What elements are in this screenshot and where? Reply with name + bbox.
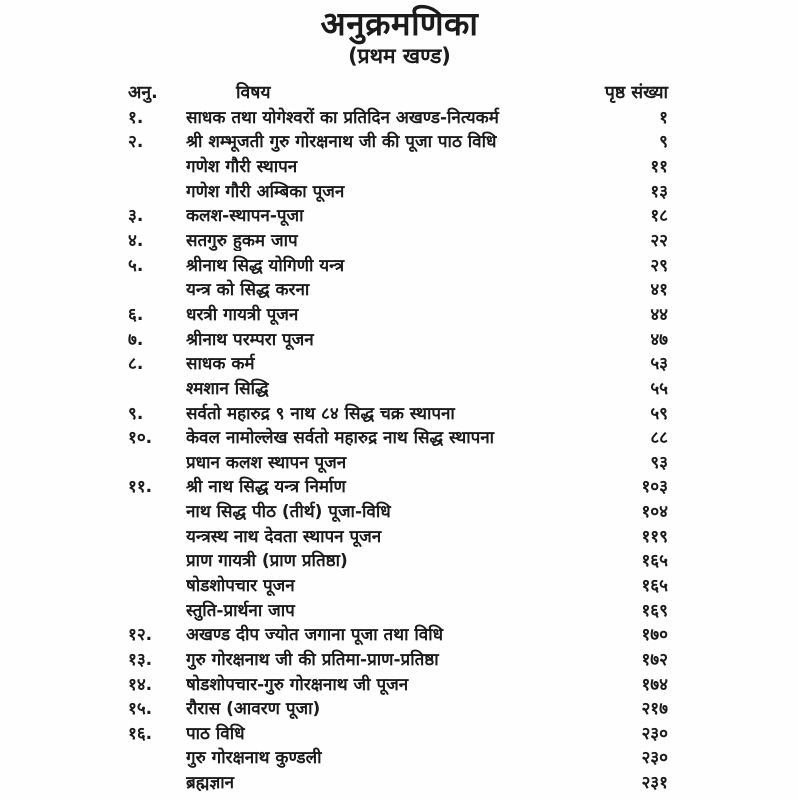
toc-row	[128, 129, 668, 154]
toc-row	[128, 104, 668, 129]
toc-page-number: १०४	[641, 502, 668, 523]
toc-page-number: १६९	[641, 600, 668, 621]
toc-row	[128, 548, 668, 573]
toc-serial: १३.	[128, 649, 153, 670]
toc-page-number: २९	[650, 255, 668, 276]
page-subtitle: (प्रथम खण्ड)	[348, 44, 451, 69]
toc-row	[128, 474, 668, 499]
toc-row	[128, 498, 668, 523]
toc-page-number: १०३	[641, 477, 668, 498]
toc-page-number: २३०	[641, 723, 668, 744]
toc-subject: षोडशोपचार पूजन	[186, 575, 295, 596]
toc-serial: ३.	[128, 206, 144, 227]
toc-page-number: ११९	[641, 526, 668, 547]
toc-row	[128, 769, 668, 794]
toc-serial: १२.	[128, 625, 153, 646]
toc-serial: ६.	[128, 304, 144, 325]
toc-serial: १४.	[128, 674, 153, 695]
toc-table	[128, 79, 668, 794]
toc-page-number: १	[659, 107, 668, 128]
toc-page-number: ४७	[650, 329, 668, 350]
toc-page-number: ११	[650, 157, 668, 178]
toc-page-number: १७०	[641, 625, 668, 646]
toc-subject: धरत्री गायत्री पूजन	[186, 304, 299, 325]
toc-subject: श्रीनाथ सिद्ध योगिणी यन्त्र	[186, 255, 345, 276]
toc-row	[128, 695, 668, 720]
toc-subject: स्तुति-प्रार्थना जाप	[186, 600, 295, 621]
toc-subject: पाठ विधि	[186, 723, 245, 744]
toc-row	[128, 597, 668, 622]
toc-page-number: ८८	[650, 428, 668, 449]
toc-row	[128, 449, 668, 474]
toc-row	[128, 252, 668, 277]
toc-subject: ब्रह्मज्ञान	[186, 773, 235, 794]
toc-page-number: १३	[650, 181, 668, 202]
toc-serial: ११.	[128, 477, 153, 498]
toc-row	[128, 375, 668, 400]
toc-row	[128, 424, 668, 449]
toc-row	[128, 203, 668, 228]
toc-subject: कलश-स्थापन-पूजा	[186, 206, 304, 227]
toc-page-number: १८	[650, 206, 668, 227]
toc-page-number: ४१	[650, 280, 668, 301]
toc-subject: प्रधान कलश स्थापन पूजन	[186, 452, 347, 473]
toc-subject: गुरु गोरक्षनाथ जी की प्रतिमा-प्राण-प्रतिष्ठा	[186, 649, 439, 670]
toc-page-number: १७२	[641, 649, 668, 670]
toc-serial: ५.	[128, 255, 144, 276]
page-title: अनुक्रमणिका	[320, 4, 479, 43]
toc-subject: सतगुरु हुकम जाप	[186, 231, 298, 252]
toc-page-number: ५९	[650, 403, 668, 424]
toc-header-row	[128, 79, 668, 104]
toc-subject: रौरास (आवरण पूजा)	[186, 699, 321, 720]
toc-row	[128, 646, 668, 671]
toc-subject: गुरु गोरक्षनाथ कुण्डली	[186, 748, 322, 769]
toc-row	[128, 301, 668, 326]
toc-subject: अखण्ड दीप ज्योत जगाना पूजा तथा विधि	[186, 625, 444, 646]
toc-row	[128, 227, 668, 252]
toc-subject: साधक तथा योगेश्वरों का प्रतिदिन अखण्ड-नित्यकर्म	[186, 107, 499, 128]
toc-row	[128, 326, 668, 351]
toc-header-page: पृष्ठ संख्या	[604, 82, 668, 103]
toc-body	[128, 104, 668, 794]
toc-page-number: १६५	[641, 551, 668, 572]
toc-serial: ९.	[128, 403, 144, 424]
toc-page-number: ९	[659, 132, 668, 153]
toc-row	[128, 350, 668, 375]
toc-page-number: ५५	[650, 378, 668, 399]
toc-row	[128, 745, 668, 770]
toc-row	[128, 523, 668, 548]
toc-subject: षोडशोपचार-गुरु गोरक्षनाथ जी पूजन	[186, 674, 409, 695]
toc-subject: श्री शम्भूजती गुरु गोरक्षनाथ जी की पूजा पाठ विधि	[186, 132, 497, 153]
toc-subject: श्रीनाथ परम्परा पूजन	[186, 329, 314, 350]
toc-subject: गणेश गौरी अम्बिका पूजन	[186, 181, 345, 202]
toc-subject: गणेश गौरी स्थापन	[186, 157, 298, 178]
toc-row	[128, 572, 668, 597]
toc-page-number: २३१	[641, 773, 668, 794]
toc-row	[128, 400, 668, 425]
toc-page-number: २१७	[641, 699, 668, 720]
toc-subject: श्मशान सिद्धि	[186, 378, 269, 399]
toc-row	[128, 276, 668, 301]
toc-row	[128, 621, 668, 646]
toc-page-number: २३०	[641, 748, 668, 769]
toc-serial: ४.	[128, 231, 144, 252]
toc-page-number: ४४	[650, 304, 668, 325]
toc-serial: ८.	[128, 354, 144, 375]
toc-serial: २.	[128, 132, 144, 153]
toc-page-number: १६५	[641, 575, 668, 596]
toc-serial: ७.	[128, 329, 144, 350]
toc-subject: श्री नाथ सिद्ध यन्त्र निर्माण	[186, 477, 346, 498]
toc-subject: यन्त्र को सिद्ध करना	[186, 280, 310, 301]
toc-header-serial: अनु.	[128, 82, 158, 103]
toc-row	[128, 720, 668, 745]
toc-row	[128, 153, 668, 178]
toc-subject: साधक कर्म	[186, 354, 255, 375]
toc-row	[128, 178, 668, 203]
toc-subject: सर्वतो महारुद्र ९ नाथ ८४ सिद्ध चक्र स्थापना	[186, 403, 455, 424]
toc-header-subject: विषय	[236, 82, 271, 103]
toc-subject: केवल नामोल्लेख सर्वतो महारुद्र नाथ सिद्ध स्थापना	[186, 428, 495, 449]
toc-serial: १.	[128, 107, 144, 128]
toc-serial: १६.	[128, 723, 153, 744]
toc-page-number: २२	[650, 231, 668, 252]
toc-subject: नाथ सिद्ध पीठ (तीर्थ) पूजा-विधि	[186, 502, 391, 523]
toc-row	[128, 671, 668, 696]
toc-serial: १०.	[128, 428, 153, 449]
toc-subject: प्राण गायत्री (प्राण प्रतिष्ठा)	[186, 551, 348, 572]
toc-page-number: १७४	[641, 674, 668, 695]
toc-page-number: ५३	[650, 354, 668, 375]
toc-serial: १५.	[128, 699, 153, 720]
toc-page-number: ९३	[650, 452, 668, 473]
toc-subject: यन्त्रस्थ नाथ देवता स्थापन पूजन	[186, 526, 382, 547]
